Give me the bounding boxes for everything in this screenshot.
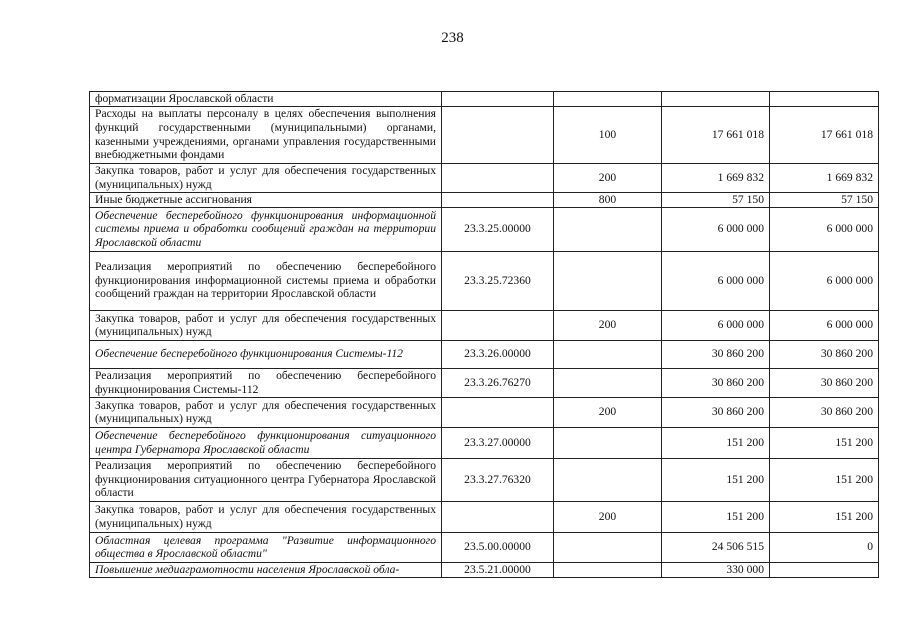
row-amount-2-cell: 1 669 832 <box>770 163 879 192</box>
row-expense-type-cell <box>554 532 662 562</box>
row-amount-2-cell: 6 000 000 <box>770 207 879 251</box>
row-amount-1-cell: 24 506 515 <box>662 532 770 562</box>
table-row <box>90 192 879 207</box>
row-code-cell <box>442 501 554 532</box>
table-row <box>90 310 879 340</box>
row-amount-1-cell: 330 000 <box>662 562 770 577</box>
row-code-cell <box>442 106 554 163</box>
row-expense-type-cell <box>554 427 662 458</box>
row-name-cell: Повышение медиаграмотности населения Ярославской обла- <box>90 562 442 577</box>
row-code-cell: 23.3.27.00000 <box>442 427 554 458</box>
table-row <box>90 92 879 107</box>
row-code-cell <box>442 92 554 107</box>
row-amount-1-cell: 17 661 018 <box>662 106 770 163</box>
row-code-cell <box>442 310 554 340</box>
row-expense-type-cell <box>554 562 662 577</box>
row-code-cell: 23.5.00.00000 <box>442 532 554 562</box>
row-amount-2-cell: 57 150 <box>770 192 879 207</box>
row-name-cell: Закупка товаров, работ и услуг для обеспечения государственных (муниципальных) нужд <box>90 310 442 340</box>
row-name-cell: Реализация мероприятий по обеспечению бесперебойного функционирования Системы-112 <box>90 368 442 397</box>
table-row <box>90 340 879 368</box>
row-name-cell: Иные бюджетные ассигнования <box>90 192 442 207</box>
row-amount-2-cell: 151 200 <box>770 458 879 501</box>
row-amount-2-cell: 30 860 200 <box>770 397 879 427</box>
row-name-cell: Реализация мероприятий по обеспечению бесперебойного функционирования информационной системы приема и обработки сообщений граждан на территории Ярославской области <box>90 251 442 310</box>
table-row <box>90 106 879 163</box>
row-expense-type-cell <box>554 251 662 310</box>
row-expense-type-cell <box>554 340 662 368</box>
row-name-cell: Областная целевая программа "Развитие информационного общества в Ярославской области" <box>90 532 442 562</box>
row-code-cell <box>442 397 554 427</box>
row-expense-type-cell: 200 <box>554 310 662 340</box>
table-row <box>90 251 879 310</box>
table-row <box>90 458 879 501</box>
row-expense-type-cell <box>554 92 662 107</box>
row-expense-type-cell <box>554 368 662 397</box>
budget-table-body <box>90 92 879 578</box>
page-number: 238 <box>441 30 464 46</box>
table-row <box>90 532 879 562</box>
table-row <box>90 501 879 532</box>
row-code-cell: 23.3.26.76270 <box>442 368 554 397</box>
row-expense-type-cell: 200 <box>554 501 662 532</box>
row-amount-1-cell: 151 200 <box>662 458 770 501</box>
row-amount-1-cell: 6 000 000 <box>662 310 770 340</box>
row-amount-1-cell <box>662 92 770 107</box>
row-name-cell: Закупка товаров, работ и услуг для обеспечения государственных (муниципальных) нужд <box>90 501 442 532</box>
row-amount-2-cell: 151 200 <box>770 427 879 458</box>
row-amount-1-cell: 6 000 000 <box>662 251 770 310</box>
row-amount-2-cell: 30 860 200 <box>770 368 879 397</box>
row-amount-2-cell: 6 000 000 <box>770 310 879 340</box>
row-expense-type-cell: 200 <box>554 163 662 192</box>
row-name-cell: Обеспечение бесперебойного функционирования информационной системы приема и обработки сообщений граждан на территории Ярославской области <box>90 207 442 251</box>
row-amount-2-cell <box>770 92 879 107</box>
row-code-cell <box>442 192 554 207</box>
row-amount-2-cell: 0 <box>770 532 879 562</box>
row-expense-type-cell: 100 <box>554 106 662 163</box>
row-expense-type-cell <box>554 207 662 251</box>
row-code-cell: 23.3.25.72360 <box>442 251 554 310</box>
table-row <box>90 368 879 397</box>
row-amount-1-cell: 30 860 200 <box>662 397 770 427</box>
row-name-cell: форматизации Ярославской области <box>90 92 442 107</box>
row-amount-1-cell: 151 200 <box>662 427 770 458</box>
table-row <box>90 163 879 192</box>
row-name-cell: Реализация мероприятий по обеспечению бесперебойного функционирования ситуационного центра Губернатора Ярославской области <box>90 458 442 501</box>
row-name-cell: Закупка товаров, работ и услуг для обеспечения государственных (муниципальных) нужд <box>90 397 442 427</box>
table-row <box>90 562 879 577</box>
row-amount-2-cell <box>770 562 879 577</box>
row-amount-2-cell: 6 000 000 <box>770 251 879 310</box>
row-code-cell: 23.5.21.00000 <box>442 562 554 577</box>
row-amount-2-cell: 17 661 018 <box>770 106 879 163</box>
row-amount-1-cell: 57 150 <box>662 192 770 207</box>
row-name-cell: Расходы на выплаты персоналу в целях обеспечения выполнения функций государственными (муниципальными) органами, казенными учреждениями, органами управления государственными внебюджетными фондами <box>90 106 442 163</box>
row-amount-2-cell: 151 200 <box>770 501 879 532</box>
row-amount-1-cell: 30 860 200 <box>662 340 770 368</box>
table-row <box>90 397 879 427</box>
row-code-cell <box>442 163 554 192</box>
table-row <box>90 427 879 458</box>
row-code-cell: 23.3.27.76320 <box>442 458 554 501</box>
row-name-cell: Обеспечение бесперебойного функционирования Системы-112 <box>90 340 442 368</box>
table-row <box>90 207 879 251</box>
row-expense-type-cell: 200 <box>554 397 662 427</box>
row-amount-1-cell: 6 000 000 <box>662 207 770 251</box>
row-code-cell: 23.3.26.00000 <box>442 340 554 368</box>
row-amount-1-cell: 1 669 832 <box>662 163 770 192</box>
row-name-cell: Обеспечение бесперебойного функционирования ситуационного центра Губернатора Ярославской области <box>90 427 442 458</box>
budget-table <box>89 91 879 578</box>
row-expense-type-cell <box>554 458 662 501</box>
row-code-cell: 23.3.25.00000 <box>442 207 554 251</box>
row-amount-1-cell: 151 200 <box>662 501 770 532</box>
row-expense-type-cell: 800 <box>554 192 662 207</box>
row-name-cell: Закупка товаров, работ и услуг для обеспечения государственных (муниципальных) нужд <box>90 163 442 192</box>
row-amount-2-cell: 30 860 200 <box>770 340 879 368</box>
row-amount-1-cell: 30 860 200 <box>662 368 770 397</box>
